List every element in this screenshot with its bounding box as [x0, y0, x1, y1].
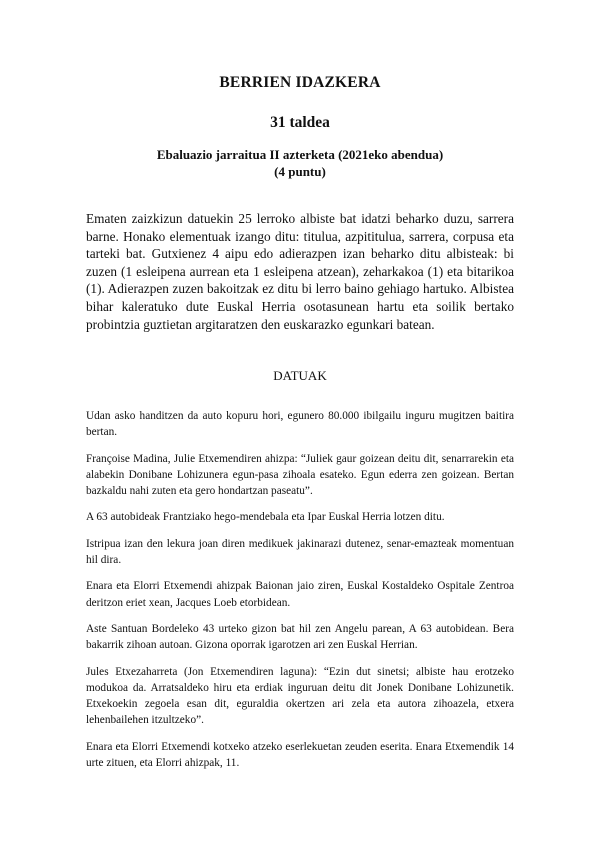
data-item: Istripua izan den lekura joan diren medikuek jakinarazi dutenez, senar-emazteak momentuan hil dira.	[86, 537, 514, 567]
group-label: 31 taldea	[270, 114, 330, 131]
data-item: Aste Santuan Bordeleko 43 urteko gizon bat hil zen Angelu parean, A 63 autobidean. Bera bakarrik zihoan autoan. Gizona oporrak igarotzen ari zen Euskal Herrian.	[86, 622, 514, 652]
data-item: Udan asko handitzen da auto kopuru hori, egunero 80.000 ibilgailu inguru mugitzen baitira bertan.	[86, 410, 514, 439]
data-item: Jules Etxezaharreta (Jon Etxemendiren laguna): “Ezin dut sinetsi; albiste hau erotzeko modukoa da. Arratsaldeko hiru eta erdiak inguruan deitu dit Jonek Donibane Lohizunetik. Etxekoekin zegoela esan dit, eguraldia okertzen ari zela eta autora zihoazela, etxera lehenbailehen itzultzeko”.	[86, 665, 514, 727]
data-section-title: DATUAK	[273, 368, 327, 383]
data-item: A 63 autobideak Frantziako hego-mendebala eta Ipar Euskal Herria lotzen ditu.	[86, 511, 445, 524]
data-list	[86, 408, 514, 781]
document-title: BERRIEN IDAZKERA	[219, 74, 381, 91]
instructions-paragraph: Ematen zaizkizun datuekin 25 lerroko albiste bat idatzi beharko duzu, sarrera barne. Honako elementuak izango ditu: titulua, azpititulua, sarrera, corpusa eta tarteki bat. Gutxienez 4 aipu edo adierazpen izan beharko ditu albisteak: bi zuzen (1 esleipena aurrean eta 1 esleipena atzean), zeharkakoa (1) eta bitarikoa (1). Adierazpen zuzen bakoitzak ez ditu bi lerro baino gehiago hartuko. Albistea bihar kaleratuko dute Euskal Herria osotasunean hartu eta soilik bertako probintzia guztietan argitaratzen den euskarazko egunkari batean.	[86, 211, 514, 332]
exam-heading	[0, 146, 600, 180]
data-item: Enara eta Elorri Etxemendi ahizpak Baionan jaio ziren, Euskal Kostaldeko Ospitale Zentroa deritzon eriet xean, Jacques Loeb etorbidean.	[86, 580, 514, 609]
exam-title: Ebaluazio jarraitua II azterketa (2021eko abendua)	[156, 147, 444, 162]
exam-points: (4 puntu)	[274, 164, 326, 179]
data-item: Enara eta Elorri Etxemendi kotxeko atzeko eserlekuetan zeuden eserita. Enara Etxemendik 14 urte zituen, eta Elorri ahizpak, 11.	[86, 740, 514, 770]
data-item: Françoise Madina, Julie Etxemendiren ahizpa: “Juliek gaur goizean deitu dit, senarrarekin eta alabekin Donibane Lohizunera egun-pasa zihoala esateko. Egun ederra zen goizean. Bertan bazkaldu nahi zuten eta gero hondartzan paseatu”.	[86, 452, 514, 498]
